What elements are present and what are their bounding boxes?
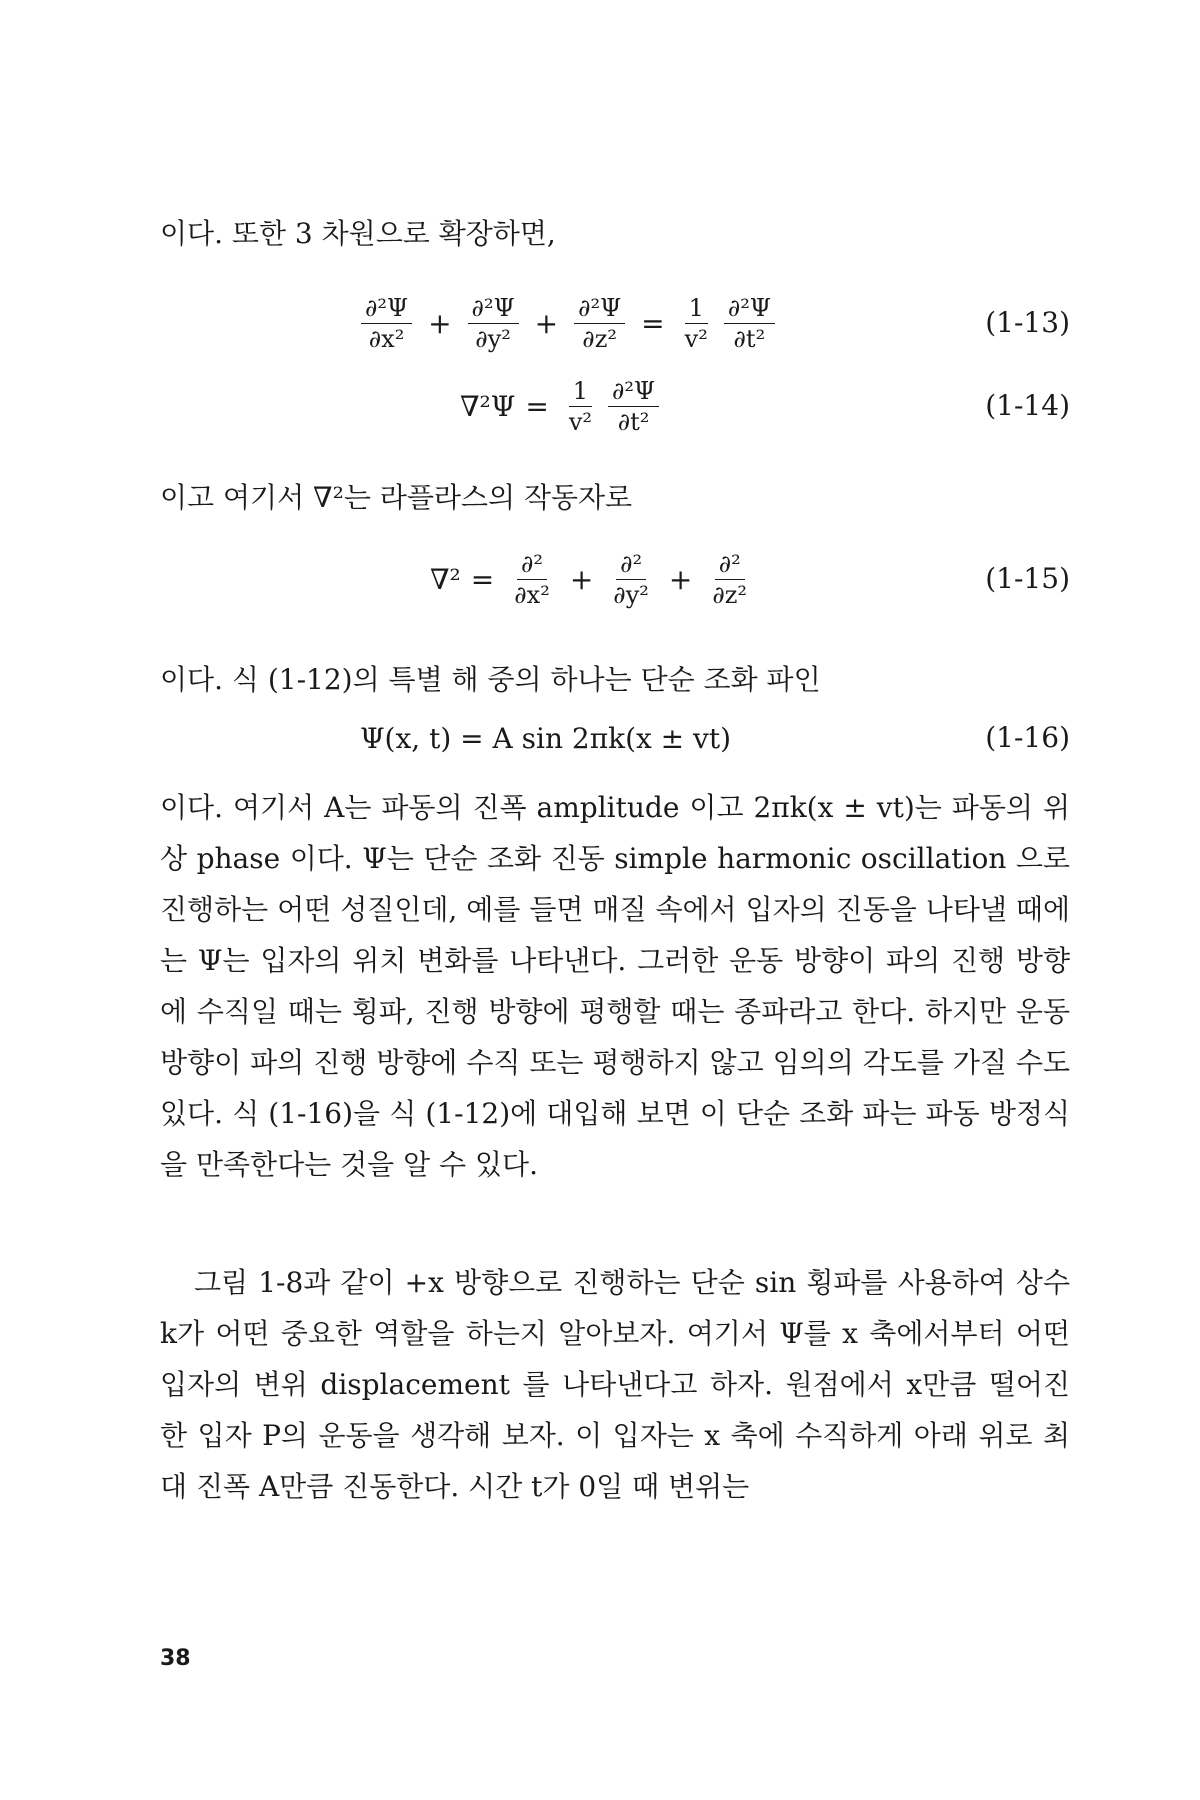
denominator: ∂y² <box>613 580 649 609</box>
numerator: ∂² <box>517 549 547 580</box>
numerator: 1 <box>569 376 592 407</box>
equation-number: (1-15) <box>985 562 1070 595</box>
denominator: ∂z² <box>712 580 748 609</box>
equation-number: (1-16) <box>985 721 1070 754</box>
numerator: ∂² <box>715 549 745 580</box>
fraction <box>510 549 554 610</box>
equation-number: (1-13) <box>985 306 1070 339</box>
fraction <box>608 376 659 437</box>
equation-body <box>460 366 665 446</box>
equation-body <box>360 710 731 766</box>
paragraph-wave-phase: 이다. 여기서 A는 파동의 진폭 amplitude 이고 2πk(x ± vt)는 파동의 위상 phase 이다. Ψ는 단순 조화 진동 simple harmonic oscillation 으로 진행하는 어떤 성질인데, 예를 들면 매질 속에서 입자의 진동을 나타낼 때에는 Ψ는 입자의 위치 변화를 나타낸다. 그러한 운동 방향이 파의 진행 방향에 수직일 때는 횡파, 진행 방향에 평행할 때는 종파라고 한다. 하지만 운동 방향이 파의 진행 방향에 수직 또는 평행하지 않고 임의의 각도를 가질 수도 있다. 식 (1-16)을 식 (1-12)에 대입해 보면 이 단순 조화 파는 파동 방정식을 만족한다는 것을 알 수 있다. <box>160 791 1070 1181</box>
equation-1-14 <box>160 366 1070 446</box>
numerator: ∂²Ψ <box>724 293 775 324</box>
fraction <box>574 293 625 354</box>
fraction <box>468 293 519 354</box>
equation-1-16 <box>160 710 1070 766</box>
paragraph-sine-transverse-wave: 그림 1-8과 같이 +x 방향으로 진행하는 단순 sin 횡파를 사용하여 상수 k가 어떤 중요한 역할을 하는지 알아보자. 여기서 Ψ를 x 축에서부터 어떤 입자의 변위 displacement 를 나타낸다고 하자. 원점에서 x만큼 떨어진 한 입자 P의 운동을 생각해 보자. 이 입자는 x 축에 수직하게 아래 위로 최대 진폭 A만큼 진동한다. 시간 t가 0일 때 변위는 <box>160 1266 1070 1503</box>
fraction <box>681 293 712 354</box>
operator: = <box>641 306 665 340</box>
equation-body <box>355 283 781 363</box>
numerator: ∂²Ψ <box>574 293 625 324</box>
numerator: ∂²Ψ <box>361 293 412 324</box>
numerator: ∂² <box>616 549 646 580</box>
example-intro-text: 이다. 식 (1-12)의 특별 해 중의 하나는 단순 조화 파인 <box>160 663 821 696</box>
fraction <box>565 376 596 437</box>
fraction <box>724 293 775 354</box>
operator: + <box>668 562 693 596</box>
equation-lhs: ∇² <box>430 562 461 596</box>
operator: = <box>525 389 549 423</box>
fraction <box>708 549 751 610</box>
denominator: ∂t² <box>617 407 650 436</box>
equation-body <box>430 539 757 619</box>
denominator: ∂t² <box>733 324 766 353</box>
equation-number: (1-14) <box>985 389 1070 422</box>
numerator: ∂²Ψ <box>608 376 659 407</box>
operator: = <box>470 562 495 596</box>
equation-lhs: ∇²Ψ <box>460 389 516 423</box>
denominator: ∂x² <box>368 324 405 353</box>
fraction <box>361 293 412 354</box>
equation-1-15 <box>160 539 1070 619</box>
operator: + <box>534 306 559 340</box>
denominator: ∂z² <box>582 324 617 353</box>
fraction <box>609 549 653 610</box>
denominator: ∂x² <box>514 580 550 609</box>
equation-1-13 <box>160 283 1070 363</box>
operator: + <box>569 562 594 596</box>
operator: + <box>428 306 452 340</box>
page-number: 38 <box>160 1646 191 1671</box>
numerator: ∂²Ψ <box>468 293 519 324</box>
denominator: v² <box>568 407 592 436</box>
numerator: 1 <box>685 293 708 324</box>
denominator: v² <box>684 324 708 353</box>
intro-text: 이다. 또한 3 차원으로 확장하면, <box>160 217 556 250</box>
laplace-intro-text: 이고 여기서 ∇²는 라플라스의 작동자로 <box>160 481 633 514</box>
equation-expression: Ψ(x, t) = A sin 2πk(x ± vt) <box>360 721 732 755</box>
denominator: ∂y² <box>475 324 511 353</box>
